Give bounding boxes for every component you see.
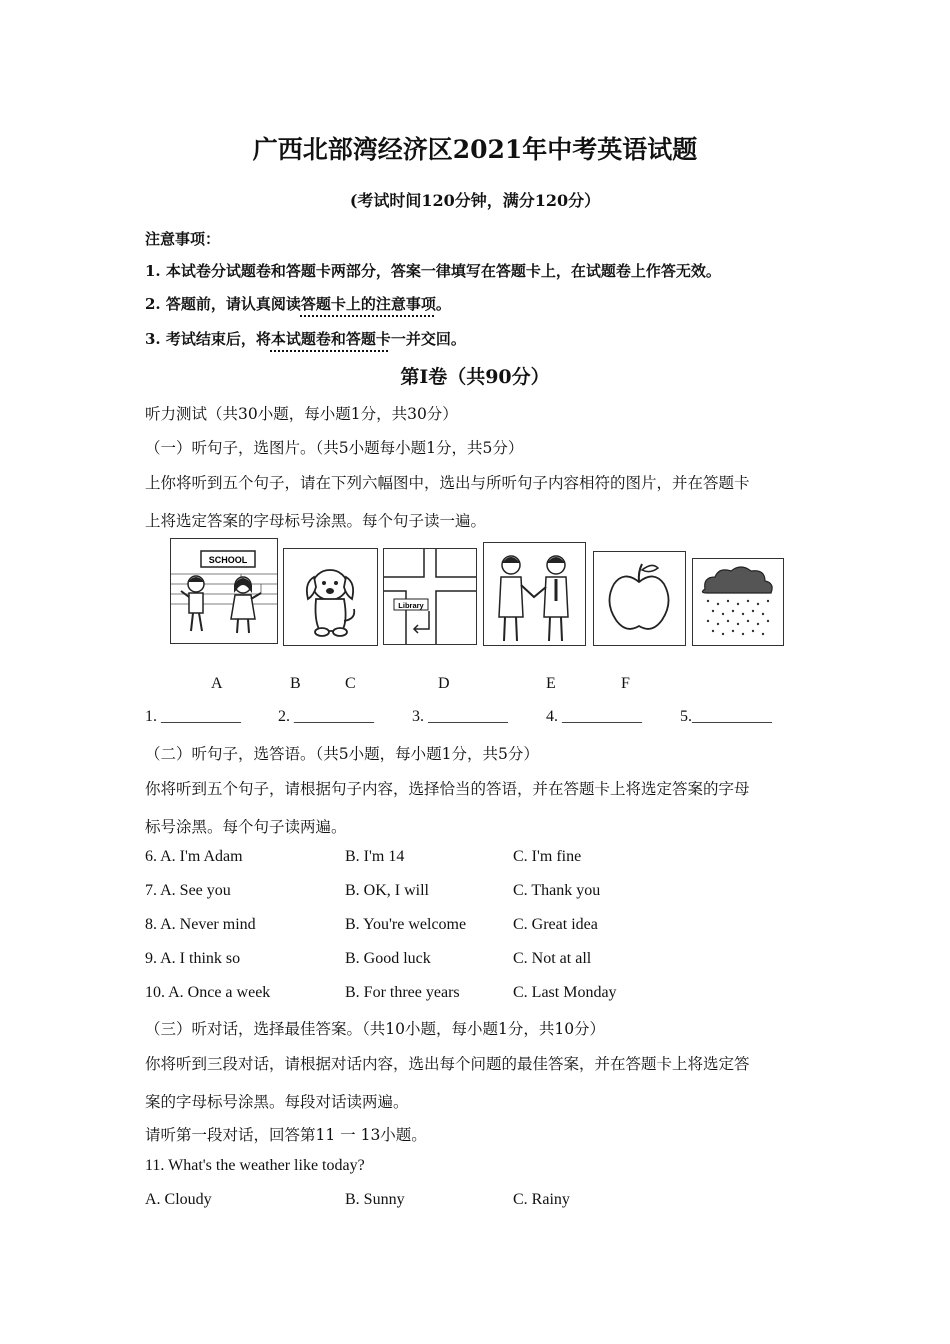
q7-option-b: B. OK, I will xyxy=(345,882,429,899)
notes-item-1: 1. 本试卷分试题卷和答题卡两部分，答案一律填写在答题卡上，在试题卷上作答无效。 xyxy=(145,262,721,280)
q11-question: 11. What's the weather like today? xyxy=(145,1157,365,1174)
q9-option-c: C. Not at all xyxy=(513,950,592,967)
picture-label-c: C xyxy=(345,675,356,692)
library-sign-text: Library xyxy=(398,601,424,610)
q8-option-b: B. You're welcome xyxy=(345,916,467,933)
q10-option-b: B. For three years xyxy=(345,984,460,1001)
part1-instruction-line1: 上你将听到五个句子，请在下列六幅图中，选出与所听句子内容相符的图片，并在答题卡 xyxy=(145,474,750,492)
exam-duration-score: (考试时间120分钟，满分120分） xyxy=(349,191,601,210)
notes-item-3-emphasis: 本试题卷和答题卡 xyxy=(270,330,391,348)
school-sign-text: SCHOOL xyxy=(208,555,248,565)
q6-option-a: 6. A. I'm Adam xyxy=(145,848,243,865)
notes-item-2-emphasis: 答题卡上的注意事项 xyxy=(300,295,436,313)
q6-option-b: B. I'm 14 xyxy=(345,848,405,865)
picture-d-handshake xyxy=(483,542,586,646)
answer-blank-3[interactable]: 3. __________ xyxy=(412,708,508,725)
part2-instruction-line2: 标号涂黑。每个句子读两遍。 xyxy=(145,818,347,836)
q9-option-a: 9. A. I think so xyxy=(145,950,241,967)
page-title: 广西北部湾经济区2021年中考英语试题 xyxy=(252,135,698,164)
part3-header: （三）听对话，选择最佳答案。（共10小题，每小题1分，共10分） xyxy=(145,1020,606,1038)
q11-option-b: B. Sunny xyxy=(345,1191,405,1208)
q9-option-b: B. Good luck xyxy=(345,950,431,967)
notes-item-2-post: 。 xyxy=(435,295,451,313)
part3-instruction-line1: 你将听到三段对话，请根据对话内容，选出每个问题的最佳答案，并在答题卡上将选定答 xyxy=(145,1055,750,1073)
notes-item-3 xyxy=(145,328,466,349)
q8-option-c: C. Great idea xyxy=(513,916,598,933)
part3-instruction-line3: 请听第一段对话，回答第11 一 13小题。 xyxy=(145,1126,427,1144)
section-title: 第Ⅰ卷（共90分） xyxy=(400,366,550,388)
q7-option-c: C. Thank you xyxy=(513,882,601,899)
answer-blank-1[interactable]: 1. __________ xyxy=(145,708,241,725)
q6-option-c: C. I'm fine xyxy=(513,848,582,865)
picture-label-a: A xyxy=(211,675,223,692)
notes-item-3-post: 一并交回。 xyxy=(390,330,466,348)
notes-heading: 注意事项： xyxy=(145,230,221,248)
part2-header: （二）听句子，选答语。（共5小题，每小题1分，共5分） xyxy=(145,745,539,763)
part1-instruction-line2: 上将选定答案的字母标号涂黑。每个句子读一遍。 xyxy=(145,512,487,530)
answer-blank-5[interactable]: 5.__________ xyxy=(680,708,772,725)
q11-option-c: C. Rainy xyxy=(513,1191,570,1208)
q10-option-a: 10. A. Once a week xyxy=(145,984,271,1001)
part1-header: （一）听句子，选图片。（共5小题每小题1分，共5分） xyxy=(145,439,524,457)
answer-blank-2[interactable]: 2. __________ xyxy=(278,708,374,725)
picture-label-d: D xyxy=(438,675,450,692)
q8-option-a: 8. A. Never mind xyxy=(145,916,256,933)
picture-label-b: B xyxy=(290,675,301,692)
answer-blank-4[interactable]: 4. __________ xyxy=(546,708,642,725)
picture-e-apple xyxy=(593,551,686,646)
picture-c-library-map xyxy=(383,548,477,645)
part2-instruction-line1: 你将听到五个句子，请根据句子内容，选择恰当的答语，并在答题卡上将选定答案的字母 xyxy=(145,780,750,798)
picture-label-f: F xyxy=(621,675,630,692)
part3-instruction-line2: 案的字母标号涂黑。每段对话读两遍。 xyxy=(145,1093,409,1111)
picture-f-rain-cloud xyxy=(692,558,784,646)
picture-label-e: E xyxy=(546,675,556,692)
notes-item-2-pre: 2. 答题前，请认真阅读 xyxy=(145,295,301,313)
q10-option-c: C. Last Monday xyxy=(513,984,617,1001)
notes-item-2 xyxy=(145,293,451,314)
picture-b-dog xyxy=(283,548,378,646)
q11-option-a: A. Cloudy xyxy=(145,1191,212,1208)
q7-option-a: 7. A. See you xyxy=(145,882,231,899)
picture-a-school-kids xyxy=(170,538,278,644)
notes-item-3-pre: 3. 考试结束后，将 xyxy=(145,330,271,348)
listening-header: 听力测试（共30小题，每小题1分，共30分） xyxy=(145,405,458,423)
